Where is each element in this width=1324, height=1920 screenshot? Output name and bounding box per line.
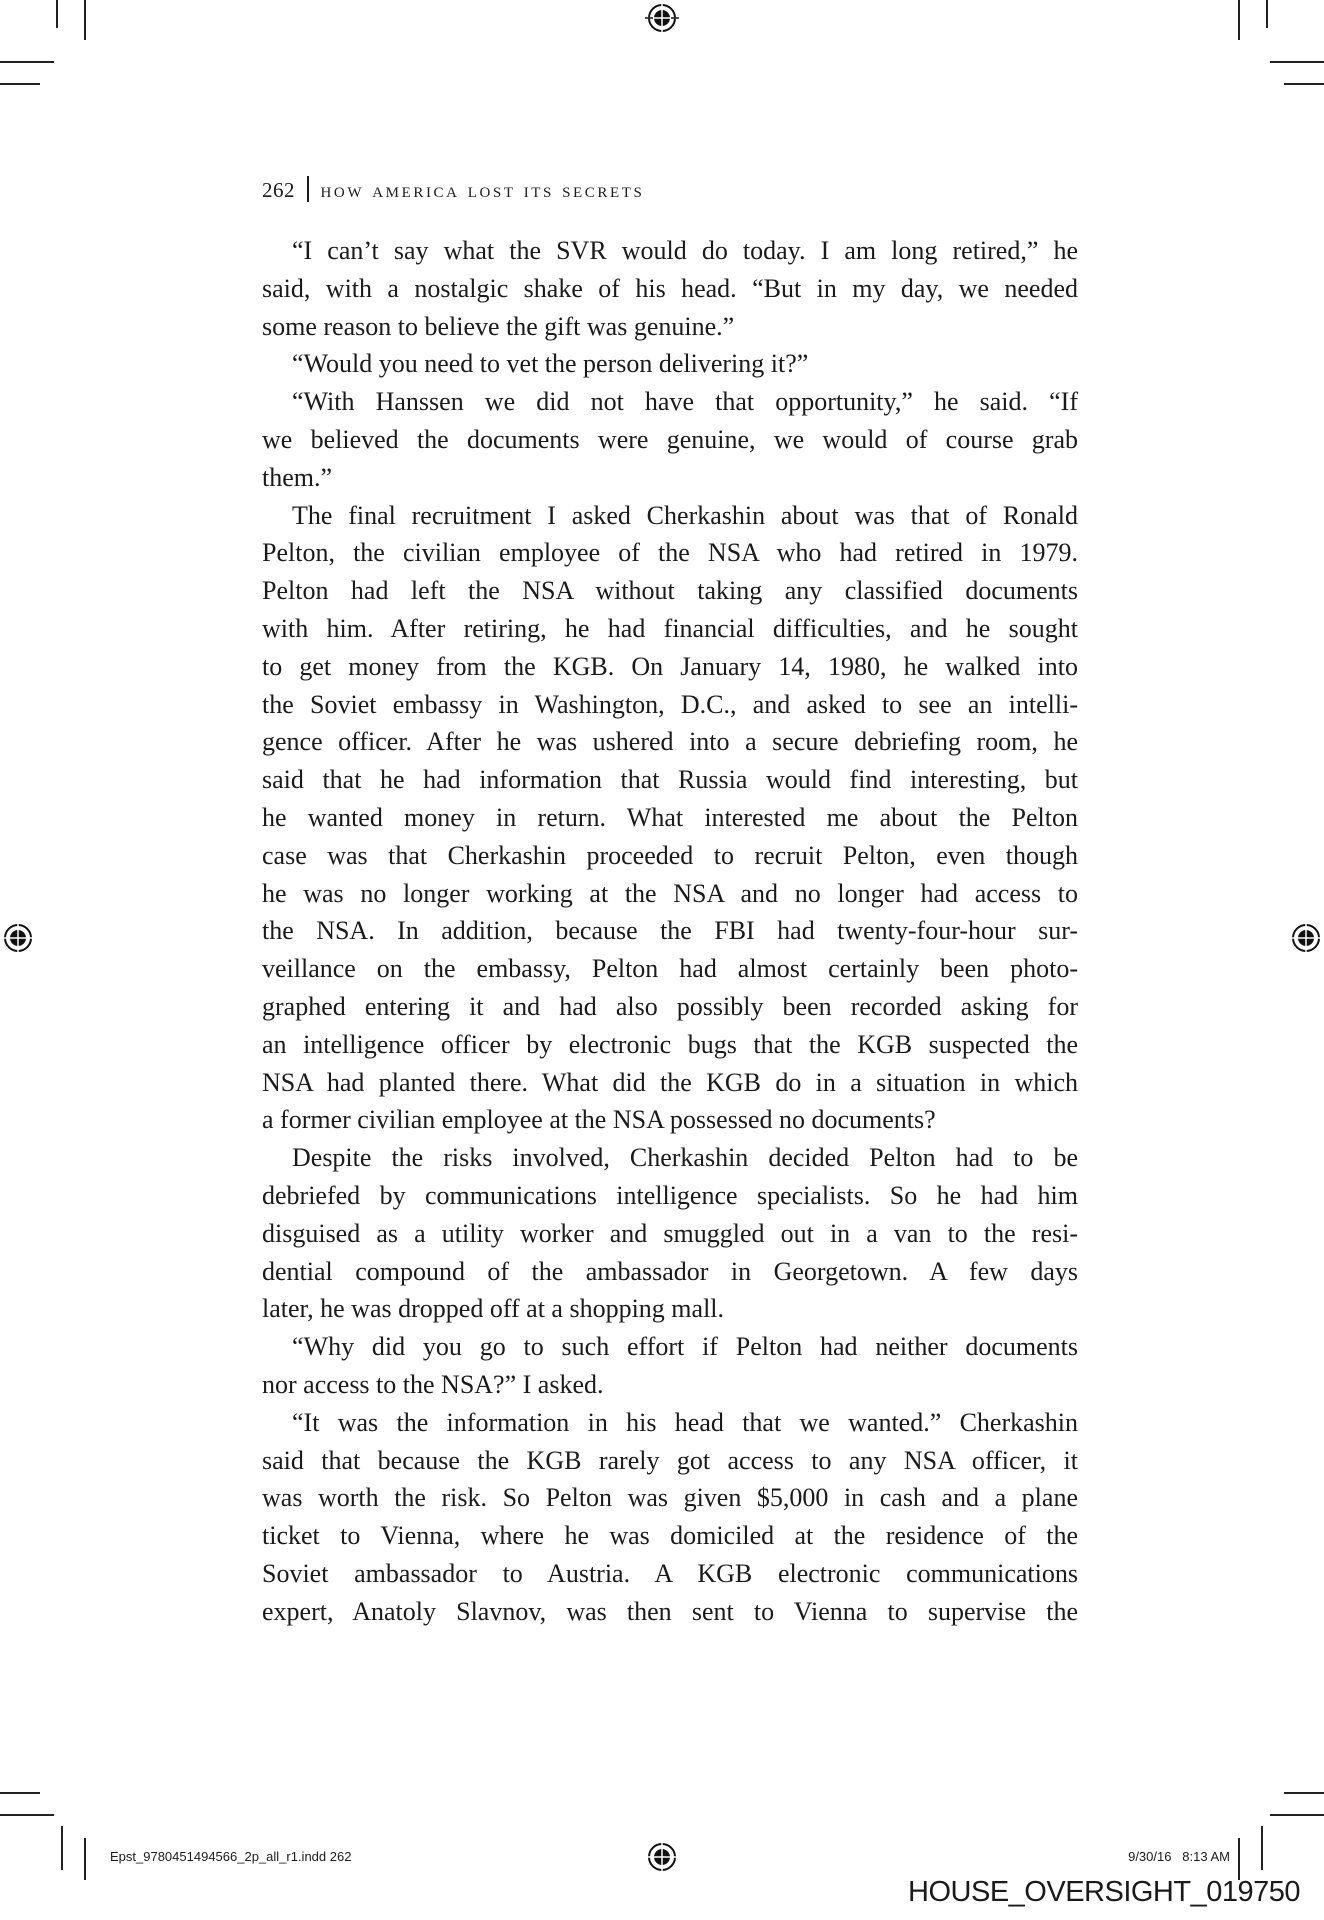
text-line: “It was the information in his head that we wanted.” Cherkashin: [292, 1407, 1078, 1437]
body-text: [262, 232, 1078, 1630]
running-title: how america lost its secrets: [320, 177, 645, 202]
text-line: he wanted money in return. What interested me about the Pelton: [262, 802, 1078, 832]
text-line: later, he was dropped off at a shopping mall.: [262, 1294, 725, 1324]
page-number: 262: [262, 178, 295, 202]
text-line: a former civilian employee at the NSA possessed no documents?: [262, 1105, 936, 1135]
slug-filename: Epst_9780451494566_2p_all_r1.indd 262: [110, 1849, 352, 1864]
text-line: “Why did you go to such effort if Pelton had neither documents: [292, 1332, 1078, 1362]
text-line: dential compound of the ambassador in Georgetown. A few days: [262, 1256, 1078, 1286]
bates-number: HOUSE_OVERSIGHT_019750: [908, 1876, 1300, 1908]
text-line: case was that Cherkashin proceeded to recruit Pelton, even though: [262, 840, 1078, 870]
running-header: [262, 176, 644, 203]
text-line: he was no longer working at the NSA and no longer had access to: [262, 878, 1078, 908]
text-line: graphed entering it and had also possibly been recorded asking for: [262, 991, 1078, 1021]
registration-mark-icon: [1, 921, 35, 955]
text-line: the NSA. In addition, because the FBI had twenty-four-hour sur-: [262, 916, 1078, 946]
text-line: with him. After retiring, he had financial difficulties, and he sought: [262, 613, 1078, 643]
text-line: disguised as a utility worker and smuggled out in a van to the resi-: [262, 1218, 1078, 1248]
text-line: “Would you need to vet the person delivering it?”: [292, 349, 809, 379]
header-divider: [307, 176, 309, 202]
text-line: veillance on the embassy, Pelton had almost certainly been photo-: [262, 954, 1078, 984]
text-line: said, with a nostalgic shake of his head. “But in my day, we needed: [262, 273, 1078, 303]
text-line: said that he had information that Russia would find interesting, but: [262, 765, 1078, 795]
text-line: an intelligence officer by electronic bugs that the KGB suspected the: [262, 1029, 1078, 1059]
text-line: the Soviet embassy in Washington, D.C., and asked to see an intelli-: [262, 689, 1078, 719]
text-line: some reason to believe the gift was genuine.”: [262, 311, 735, 341]
registration-mark-icon: [645, 1, 679, 35]
text-line: nor access to the NSA?” I asked.: [262, 1369, 604, 1399]
text-line: said that because the KGB rarely got access to any NSA officer, it: [262, 1445, 1078, 1475]
text-line: Pelton, the civilian employee of the NSA who had retired in 1979.: [262, 538, 1078, 568]
registration-mark-icon: [645, 1840, 679, 1874]
text-line: them.”: [262, 462, 333, 492]
text-line: “I can’t say what the SVR would do today. I am long retired,” he: [292, 236, 1078, 265]
text-line: gence officer. After he was ushered into a secure debriefing room, he: [262, 727, 1078, 757]
text-line: was worth the risk. So Pelton was given $5,000 in cash and a plane: [262, 1483, 1078, 1513]
text-line: we believed the documents were genuine, we would of course grab: [262, 424, 1078, 454]
text-line: NSA had planted there. What did the KGB do in a situation in which: [262, 1067, 1078, 1097]
text-line: debriefed by communications intelligence specialists. So he had him: [262, 1180, 1078, 1210]
text-line: expert, Anatoly Slavnov, was then sent to Vienna to supervise the: [262, 1596, 1078, 1626]
text-line: to get money from the KGB. On January 14, 1980, he walked into: [262, 651, 1078, 681]
text-line: “With Hanssen we did not have that opportunity,” he said. “If: [292, 387, 1078, 417]
registration-mark-icon: [1289, 921, 1323, 955]
text-line: The final recruitment I asked Cherkashin about was that of Ronald: [292, 500, 1078, 530]
text-line: ticket to Vienna, where he was domiciled at the residence of the: [262, 1521, 1078, 1551]
text-line: Soviet ambassador to Austria. A KGB electronic communications: [262, 1558, 1078, 1588]
slug-date: 9/30/16 8:13 AM: [1128, 1849, 1230, 1864]
text-line: Pelton had left the NSA without taking any classified documents: [262, 576, 1078, 606]
text-line: Despite the risks involved, Cherkashin decided Pelton had to be: [292, 1143, 1078, 1173]
